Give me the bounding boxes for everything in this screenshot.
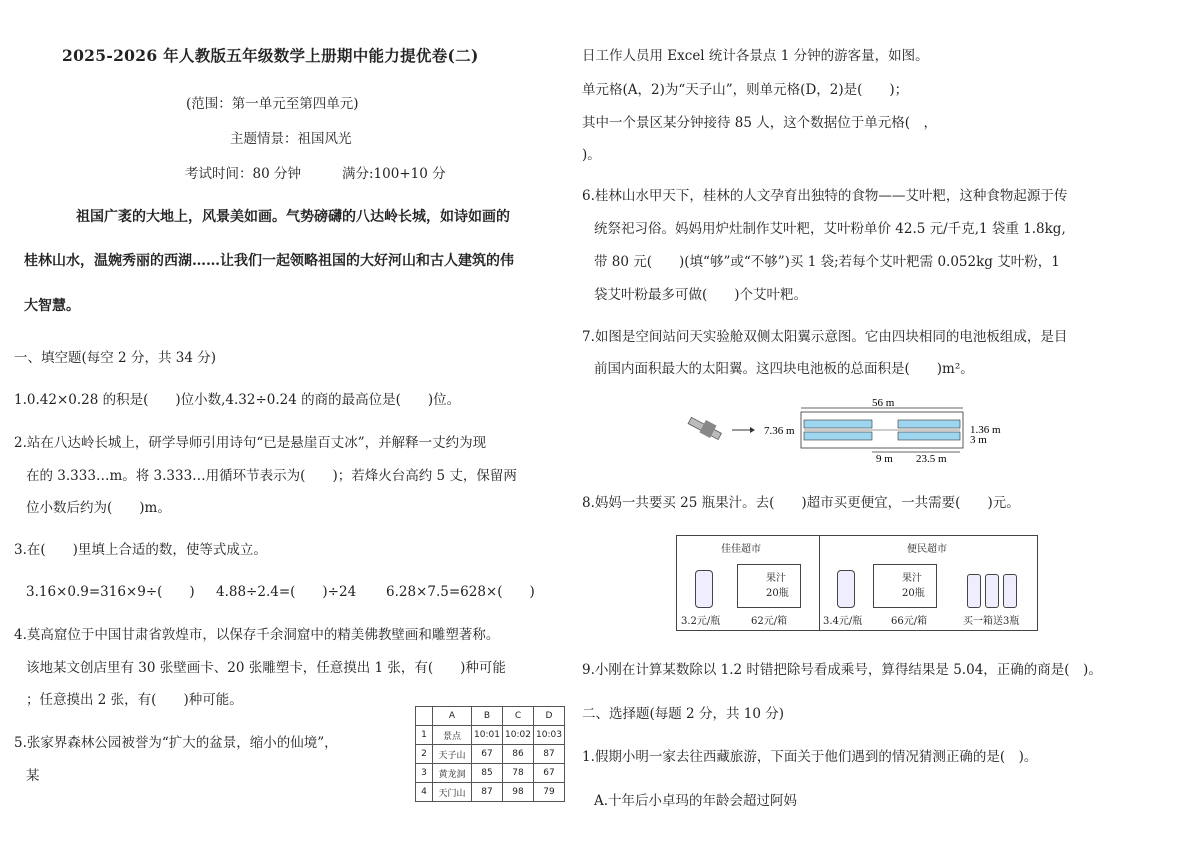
panel-4 — [898, 432, 960, 440]
store-2-price-box: 66元/箱 — [891, 616, 928, 627]
question-3-a: 3.16×0.9=316×9÷( ) — [26, 584, 195, 600]
dim-gap: 3 m — [970, 434, 987, 446]
dim-total: 56 m — [872, 398, 895, 409]
dim-height: 7.36 m — [764, 425, 795, 437]
dim-mid: 9 m — [876, 453, 893, 464]
question-3-b: 4.88÷2.4=( )÷24 — [216, 584, 357, 600]
panel-2 — [804, 432, 872, 440]
question-4-line-1: 4.莫高窟位于中国甘肃省敦煌市，以保存千余洞窟中的精美佛教壁画和雕塑著称。 — [14, 627, 500, 643]
solar-wing-diagram — [680, 398, 1020, 464]
choice-question-1: 1.假期小明一家去往西藏旅游，下面关于他们遇到的情况猜测正确的是( )。 — [582, 749, 1038, 765]
store-1-name: 佳佳超市 — [721, 544, 761, 555]
panel-3 — [898, 420, 960, 428]
question-4-line-2: 该地某文创店里有 30 张壁画卡、20 张雕塑卡，任意摸出 1 张，有( )种可能 — [26, 660, 506, 676]
intro-line-2: 桂林山水，温婉秀丽的西湖……让我们一起领略祖国的大好河山和古人建筑的伟 — [24, 253, 514, 269]
table-row: 3 黄龙洞 85 78 67 — [416, 764, 565, 783]
question-3-c: 6.28×7.5=628×( ) — [386, 584, 535, 600]
question-2-line-3: 位小数后约为( )m。 — [26, 500, 171, 516]
juice-bottle-icon — [837, 570, 855, 608]
question-5-continued-1: 日工作人员用 Excel 统计各景点 1 分钟的游客量，如图。 — [582, 48, 929, 64]
question-2-line-2: 在的 3.333…m。将 3.333…用循环节表示为( )；若烽火台高约 5 丈，保留两 — [26, 468, 517, 484]
question-5-line-1: 5.张家界森林公园被誉为“扩大的盆景，缩小的仙境”， — [14, 735, 338, 751]
juice-bottle-icon — [695, 570, 713, 608]
question-6-line-3: 带 80 元( )(填“够”或“不够”)买 1 袋;若每个艾叶粑需 0.052kg 艾叶粉，1 — [594, 254, 1060, 270]
question-5-continued-4: )。 — [582, 147, 601, 163]
question-2-line-1: 2.站在八达岭长城上，研学导师引用诗句“已是悬崖百丈冰”，并解释一丈约为现 — [14, 435, 487, 451]
question-3: 3.在( )里填上合适的数，使等式成立。 — [14, 542, 267, 558]
exam-time: 考试时间：80 分钟 — [185, 166, 301, 182]
store-2-name: 便民超市 — [907, 544, 947, 555]
table-row: 4 天门山 87 98 79 — [416, 783, 565, 802]
question-5-continued-2: 单元格(A，2)为“天子山”，则单元格(D，2)是( )； — [582, 82, 909, 98]
table-row: A B C D — [416, 707, 565, 726]
panel-1 — [804, 420, 872, 428]
box-count: 20瓶 — [902, 588, 925, 599]
question-8: 8.妈妈一共要买 25 瓶果汁。去( )超市买更便宜，一共需要( )元。 — [582, 495, 1020, 511]
box-label: 果汁 — [766, 573, 786, 584]
juice-box-icon — [737, 564, 801, 608]
question-5-line-2: 某 — [26, 768, 40, 784]
section-1-heading: 一、填空题(每空 2 分，共 34 分) — [14, 350, 216, 366]
question-6-line-1: 6.桂林山水甲天下，桂林的人文孕育出独特的食物——艾叶粑，这种食物起源于传 — [582, 188, 1068, 204]
intro-line-1: 祖国广袤的大地上，风景美如画。气势磅礴的八达岭长城，如诗如画的 — [76, 209, 510, 225]
juice-box-icon — [873, 564, 937, 608]
question-1: 1.0.42×0.28 的积是( )位小数,4.32÷0.24 的商的最高位是( )位。 — [14, 392, 461, 408]
table-row: 1 景点 10:01 10:02 10:03 — [416, 726, 565, 745]
juice-bottle-icon — [985, 574, 999, 608]
question-7-line-2: 前国内面积最大的太阳翼。这四块电池板的总面积是( )m²。 — [594, 361, 974, 377]
question-6-line-4: 袋艾叶粉最多可做( )个艾叶粑。 — [594, 287, 808, 303]
store-1-price-bottle: 3.2元/瓶 — [681, 616, 721, 627]
table-row: 2 天子山 67 86 87 — [416, 745, 565, 764]
box-label: 果汁 — [902, 573, 922, 584]
dim-panel: 23.5 m — [916, 453, 947, 464]
store-2-promo: 买一箱送3瓶 — [963, 616, 1020, 627]
store-1-price-box: 62元/箱 — [751, 616, 788, 627]
full-score: 满分:100+10 分 — [342, 166, 446, 182]
exam-scope: (范围：第一单元至第四单元) — [186, 96, 359, 112]
exam-theme: 主题情景：祖国风光 — [230, 131, 352, 147]
question-6-line-2: 统祭祀习俗。妈妈用炉灶制作艾叶粑，艾叶粉单价 42.5 元/千克,1 袋重 1.8kg, — [594, 221, 1066, 237]
section-2-heading: 二、选择题(每题 2 分，共 10 分) — [582, 706, 784, 722]
arrow-icon — [732, 427, 755, 433]
space-station-icon — [688, 417, 721, 439]
supermarket-figure — [676, 535, 1038, 631]
choice-1-option-a: A.十年后小卓玛的年龄会超过阿妈 — [594, 793, 798, 809]
question-4-line-3: ；任意摸出 2 张，有( )种可能。 — [26, 692, 243, 708]
question-9: 9.小刚在计算某数除以 1.2 时错把除号看成乘号，算得结果是 5.04，正确的商是( )。 — [582, 662, 1102, 678]
juice-bottle-icon — [1003, 574, 1017, 608]
question-5-continued-3: 其中一个景区某分钟接待 85 人，这个数据位于单元格( ， — [582, 115, 938, 131]
question-7-line-1: 7.如图是空间站问天实验舱双侧太阳翼示意图。它由四块相同的电池板组成，是目 — [582, 329, 1068, 345]
page-title: 2025-2026 年人教版五年级数学上册期中能力提优卷(二) — [62, 46, 479, 65]
intro-line-3: 大智慧。 — [24, 298, 80, 314]
store-2-price-bottle: 3.4元/瓶 — [823, 616, 863, 627]
dim-strip: 1.36 m — [970, 424, 1001, 436]
excel-table — [415, 706, 565, 802]
box-count: 20瓶 — [766, 588, 789, 599]
juice-bottle-icon — [967, 574, 981, 608]
